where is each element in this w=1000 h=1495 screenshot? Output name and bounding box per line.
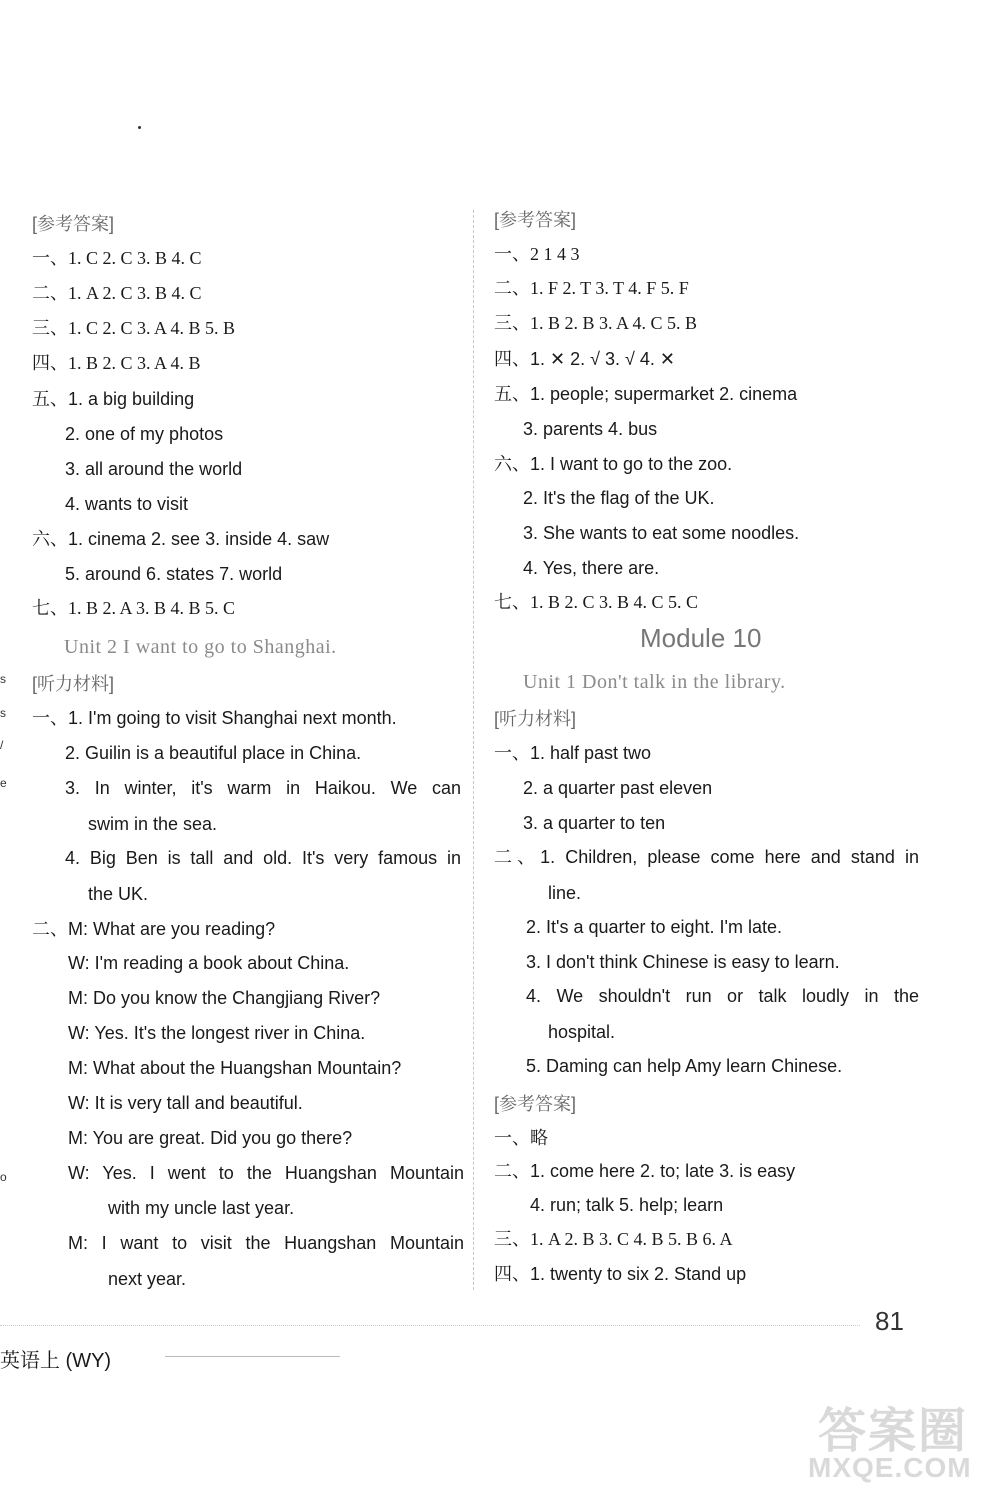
page-number: 81 [875,1306,904,1336]
left-answer-line: W: Yes. I went to the Huangshan Mountain [68,1163,464,1183]
left-answer-line: the UK. [88,884,149,904]
right-answer-line: 3. I don't think Chinese is easy to learn. [526,952,840,972]
left-answer-line: 二、1. A 2. C 3. B 4. C [32,283,202,303]
watermark-logo: 答案圈 [818,1405,969,1458]
left-answer-line: 3. In winter, it's warm in Haikou. We can [65,778,461,798]
right-answer-line: 四、1. ✕ 2. √ 3. √ 4. ✕ [494,349,675,369]
left-answer-line: 2. one of my photos [65,424,224,444]
right-answer-line: 三、1. B 2. B 3. A 4. C 5. B [494,313,698,333]
stray-dot [138,126,141,129]
left-answer-line: W: I'm reading a book about China. [68,953,350,973]
right-answer-line: [参考答案] [494,1094,577,1114]
right-answer-line: 二、1. Children, please come here and stand in [494,847,919,867]
left-answer-line: Unit 2 I want to go to Shanghai. [64,636,337,658]
left-answer-line: 四、1. B 2. C 3. A 4. B [32,353,201,373]
right-answer-line: 3. She wants to eat some noodles. [523,523,800,543]
left-answer-line: 五、1. a big building [32,389,195,409]
right-answer-line: 5. Daming can help Amy learn Chinese. [526,1056,843,1076]
left-answer-line: M: What about the Huangshan Mountain? [68,1058,402,1078]
left-answer-line: next year. [108,1269,187,1289]
left-answer-line: 六、1. cinema 2. see 3. inside 4. saw [32,529,330,549]
right-answer-line: 一、2 1 4 3 [494,244,580,264]
right-answer-line: 2. It's a quarter to eight. I'm late. [526,917,782,937]
left-answer-line: M: You are great. Did you go there? [68,1128,353,1148]
left-answer-line: [参考答案] [32,214,115,234]
right-answer-line: 一、略 [494,1128,548,1148]
right-answer-line: [参考答案] [494,210,577,230]
left-answer-line: 5. around 6. states 7. world [65,564,283,584]
margin-mark: / [0,738,4,752]
right-answer-line: 七、1. B 2. C 3. B 4. C 5. C [494,592,699,612]
left-answer-line: 一、1. I'm going to visit Shanghai next month. [32,708,397,728]
left-answer-line: M: Do you know the Changjiang River? [68,988,381,1008]
right-answer-line: 三、1. A 2. B 3. C 4. B 5. B 6. A [494,1229,733,1249]
margin-mark: o [0,1170,7,1184]
right-answer-line: Module 10 [640,623,762,653]
left-answer-line: 4. Big Ben is tall and old. It's very famous in [65,848,461,868]
footer-rule-dotted [0,1325,860,1326]
watermark-url: MXQE.COM [808,1452,972,1483]
left-answer-line: 七、1. B 2. A 3. B 4. B 5. C [32,598,236,618]
left-answer-line: 2. Guilin is a beautiful place in China. [65,743,362,763]
left-answer-line: M: I want to visit the Huangshan Mountain [68,1233,464,1253]
left-answer-line: 二、M: What are you reading? [32,919,276,939]
right-answer-line: 二、1. F 2. T 3. T 4. F 5. F [494,278,689,298]
left-answer-line: W: Yes. It's the longest river in China. [68,1023,366,1043]
book-label: 英语上 (WY) [0,1350,112,1372]
footer-rule [165,1356,340,1357]
left-answer-line: 三、1. C 2. C 3. A 4. B 5. B [32,318,236,338]
left-answer-line: 4. wants to visit [65,494,189,514]
right-answer-line: 2. a quarter past eleven [523,778,713,798]
right-answer-line: 2. It's the flag of the UK. [523,488,715,508]
left-answer-line: swim in the sea. [88,814,218,834]
right-answer-line: 二、1. come here 2. to; late 3. is easy [494,1161,796,1181]
right-answer-line: [听力材料] [494,709,577,729]
right-answer-line: 3. a quarter to ten [523,813,666,833]
left-answer-line: with my uncle last year. [108,1198,295,1218]
right-answer-line: line. [548,883,582,903]
right-answer-line: 4. run; talk 5. help; learn [530,1195,724,1215]
margin-mark: e [0,776,7,790]
right-answer-line: Unit 1 Don't talk in the library. [523,671,786,693]
right-answer-line: 4. Yes, there are. [523,558,660,578]
left-answer-line: [听力材料] [32,674,115,694]
right-answer-line: 五、1. people; supermarket 2. cinema [494,384,798,404]
right-answer-line: 一、1. half past two [494,743,652,763]
column-divider [473,210,475,1290]
left-answer-line: 3. all around the world [65,459,243,479]
right-answer-line: 六、1. I want to go to the zoo. [494,454,733,474]
left-answer-line: W: It is very tall and beautiful. [68,1093,303,1113]
margin-mark: s [0,672,6,686]
right-answer-line: 4. We shouldn't run or talk loudly in the [526,986,919,1006]
right-answer-line: 四、1. twenty to six 2. Stand up [494,1264,747,1284]
margin-mark: s [0,706,6,720]
left-answer-line: 一、1. C 2. C 3. B 4. C [32,248,202,268]
right-answer-line: 3. parents 4. bus [523,419,658,439]
right-answer-line: hospital. [548,1022,616,1042]
